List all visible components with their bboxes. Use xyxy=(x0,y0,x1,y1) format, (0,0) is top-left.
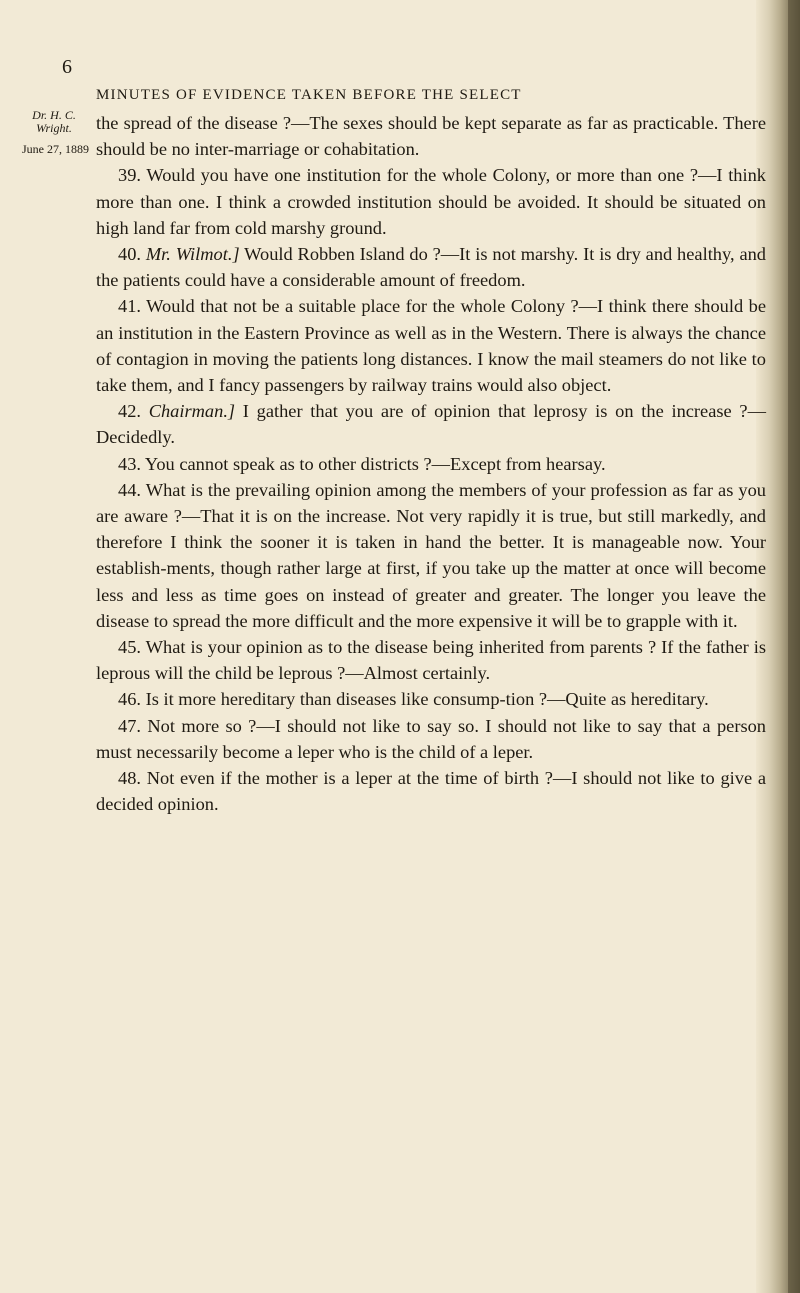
paragraph-text: What is the prevailing opinion among the members of your profession as far as you are aware ?—That it is on the increase. Not very rapidly it is true, but still markedly, and therefore I think the sooner it is taken in hand the better. It is manageable now. Your establish-ments, though rather large at first, if you take up the matter at once will become less and less as time goes on instead of greater and greater. The longer you leave the disease to spread the more difficult and the more expensive it will be to grapple with it. xyxy=(96,479,767,631)
page-number: 6 xyxy=(62,56,72,78)
running-head: MINUTES OF EVIDENCE TAKEN BEFORE THE SELECT xyxy=(96,87,522,103)
paragraph-text: You cannot speak as to other districts ?—Except from hearsay. xyxy=(144,453,606,474)
question-40 xyxy=(96,241,766,293)
question-47 xyxy=(96,713,766,765)
paragraph-text: Not even if the mother is a leper at the time of birth ?—I should not like to give a decided opinion. xyxy=(96,768,766,815)
paragraph-text: Is it more hereditary than diseases like consump-tion ?—Quite as hereditary. xyxy=(145,689,709,710)
question-number: 44. xyxy=(118,479,141,500)
paragraph-text: I gather that you are of opinion that leprosy is on the increase ?—Decidedly. xyxy=(96,401,766,448)
paragraph-text: Not more so ?—I should not like to say so. I should not like to say that a person must necessarily become a leper who is the child of a leper. xyxy=(96,715,766,762)
question-number: 40. xyxy=(118,244,141,265)
speaker-label: Chairman.] xyxy=(148,401,236,422)
margin-witness-name: Dr. H. C. Wright. xyxy=(32,108,76,136)
question-42 xyxy=(96,398,766,450)
gutter-shadow xyxy=(788,0,800,1293)
paragraph-text: Would that not be a suitable place for the whole Colony ?—I think there should be an institution in the Eastern Province as well as in the Western. There is always the chance of contagion in moving the patients long distances. I know the mail steamers do not like to take them, and I fancy passengers by railway trains would also object. xyxy=(96,296,766,396)
paragraph-text: Would you have one institution for the whole Colony, or more than one ?—I think more than one. I think a crowded institution should be avoided. It should be situated on high land far from cold marshy ground. xyxy=(96,165,766,238)
paragraph-text: the spread of the disease ?—The sexes should be kept separate as far as practicable. There should be no inter-marriage or cohabitation. xyxy=(96,113,766,160)
question-number: 47. xyxy=(118,715,141,736)
body-text xyxy=(96,110,766,817)
question-46 xyxy=(96,686,766,712)
question-number: 39. xyxy=(118,165,141,186)
question-48 xyxy=(96,765,766,817)
question-41 xyxy=(96,293,766,398)
paragraph-text: What is your opinion as to the disease being inherited from parents ? If the father is leprous will the child be leprous ?—Almost certainly. xyxy=(96,637,767,684)
question-number: 41. xyxy=(118,296,141,317)
continuation-paragraph xyxy=(96,110,766,162)
question-number: 43. xyxy=(118,453,141,474)
paragraph-text: Would Robben Island do ?—It is not marshy. It is dry and healthy, and the patients could have a considerable amount of freedom. xyxy=(96,244,766,291)
question-43 xyxy=(96,451,766,477)
question-45 xyxy=(96,634,766,686)
speaker-label: Mr. Wilmot.] xyxy=(145,244,240,265)
question-39 xyxy=(96,162,766,241)
margin-date: June 27, 1889 xyxy=(22,142,89,156)
question-number: 48. xyxy=(118,768,141,789)
question-number: 42. xyxy=(118,401,141,422)
question-44 xyxy=(96,477,766,634)
question-number: 45. xyxy=(118,637,141,658)
question-number: 46. xyxy=(118,689,141,710)
